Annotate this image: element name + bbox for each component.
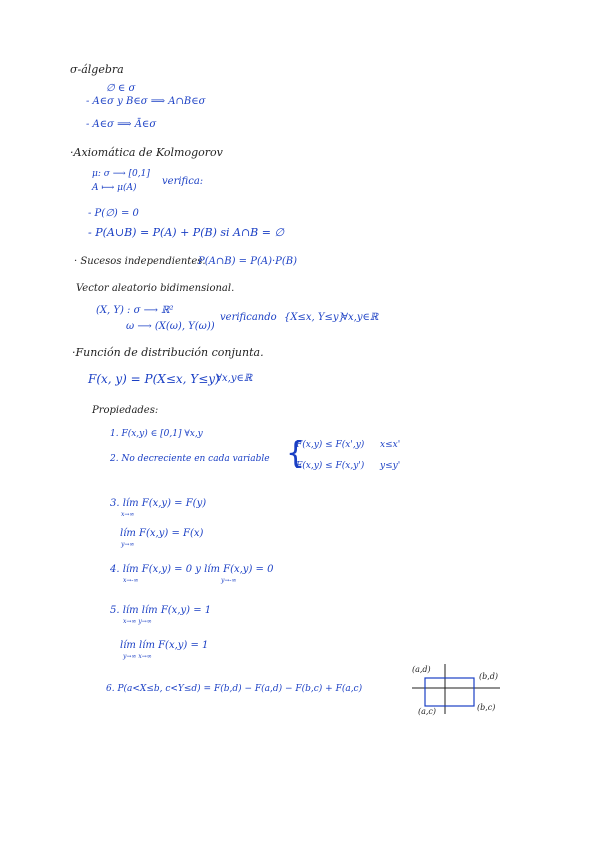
property-4: 4. lím F(x,y) = 0 y lím F(x,y) = 0 xyxy=(110,564,274,575)
properties-heading: Propiedades: xyxy=(92,405,159,416)
property-5a: 5. lím lím F(x,y) = 1 xyxy=(110,605,212,616)
independent-events-formula: P(A∩B) = P(A)·P(B) xyxy=(198,256,298,267)
property-6: 6. P(a<X≤b, c<Y≤d) = F(b,d) − F(a,d) − F(b,c) + F(a,c) xyxy=(106,684,363,694)
diagram-label-bd: (b,d) xyxy=(479,672,499,681)
distribution-forall: ∀x,y∈ℝ xyxy=(216,373,253,384)
diagram-label-bc: (b,c) xyxy=(477,703,496,712)
property-3b: lím F(x,y) = F(x) xyxy=(120,528,204,539)
random-vector-forall: ∀x,y∈ℝ xyxy=(342,312,379,323)
sigma-axiom-3: - A∈σ ⟹ Ā∈σ xyxy=(86,119,157,130)
property-5b: lím lím F(x,y) = 1 xyxy=(120,640,209,651)
diagram-region-rect xyxy=(425,678,474,706)
property-5a-limit-sub: x→∞ y→∞ xyxy=(123,618,152,625)
property-2: 2. No decreciente en cada variable xyxy=(110,454,270,464)
kolmogorov-axiom-1: - P(∅) = 0 xyxy=(88,208,139,219)
distribution-definition: F(x, y) = P(X≤x, Y≤y) xyxy=(88,372,220,386)
property-5b-limit-sub: y→∞ x→∞ xyxy=(123,653,152,660)
sigma-axiom-2: - A∈σ y B∈σ ⟹ A∩B∈σ xyxy=(86,96,206,107)
random-vector-condition: {X≤x, Y≤y} xyxy=(284,312,345,323)
random-vector-verificando: verificando xyxy=(220,312,277,323)
distribution-title: ·Función de distribución conjunta. xyxy=(72,346,264,359)
random-vector-map-1: (X, Y) : σ ⟶ ℝ² xyxy=(96,305,174,316)
sigma-algebra-title: σ-álgebra xyxy=(70,63,124,76)
property-2b: F(x,y) ≤ F(x,y') xyxy=(296,461,365,471)
diagram-label-ac: (a,c) xyxy=(418,707,437,716)
property-3b-limit-sub: y→∞ xyxy=(121,541,135,548)
independent-events-label: · Sucesos independientes. xyxy=(74,256,206,267)
property-2b-condition: y≤y' xyxy=(380,461,401,471)
kolmogorov-verifica: verifica: xyxy=(162,176,204,187)
kolmogorov-axiom-2: - P(A∪B) = P(A) + P(B) si A∩B = ∅ xyxy=(88,226,285,239)
property-4-limit-sub-2: y→-∞ xyxy=(221,577,237,584)
random-vector-title: Vector aleatorio bidimensional. xyxy=(76,283,235,294)
property-2a: F(x,y) ≤ F(x',y) xyxy=(296,440,365,450)
property-3a: 3. lím F(x,y) = F(y) xyxy=(110,498,207,509)
kolmogorov-map-2: A ⟼ μ(A) xyxy=(92,183,137,193)
property-1: 1. F(x,y) ∈ [0,1] ∀x,y xyxy=(110,429,203,439)
property-2-brace: { xyxy=(286,436,306,471)
sigma-axiom-1: ∅ ∈ σ xyxy=(106,83,136,94)
diagram-label-ad: (a,d) xyxy=(412,665,431,674)
property-3a-limit-sub: x→∞ xyxy=(121,511,135,518)
property-2a-condition: x≤x' xyxy=(380,440,401,450)
property-4-limit-sub-1: x→-∞ xyxy=(123,577,139,584)
random-vector-map-2: ω ⟶ (X(ω), Y(ω)) xyxy=(126,321,215,332)
kolmogorov-map-1: μ: σ ⟶ [0,1] xyxy=(92,169,150,179)
kolmogorov-title: ·Axiomática de Kolmogorov xyxy=(70,146,223,159)
